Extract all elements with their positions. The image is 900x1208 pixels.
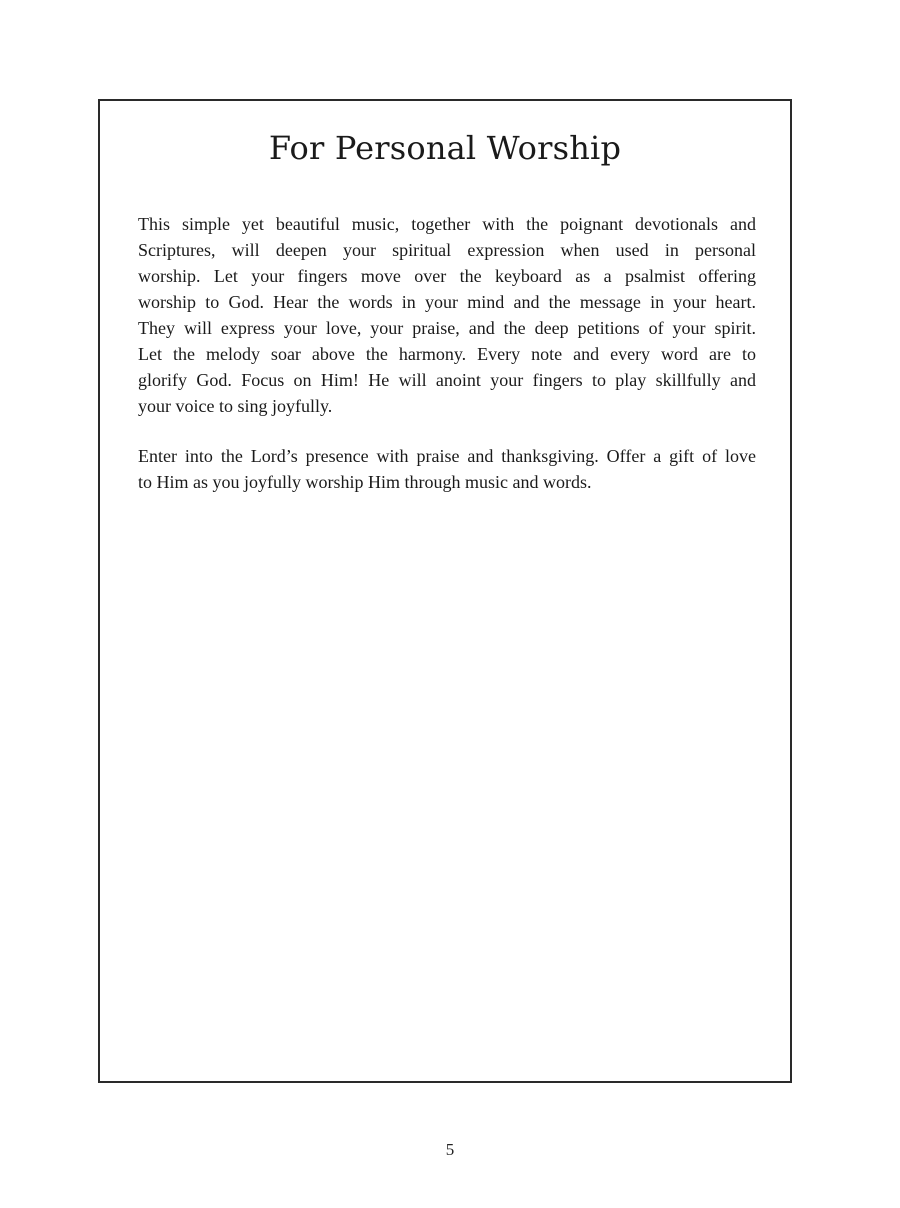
paragraph-closing bbox=[138, 443, 756, 495]
page-title: For Personal Worship bbox=[268, 129, 622, 167]
paragraph-line: to Him as you joyfully worship Him through music and words. bbox=[138, 472, 592, 492]
paragraph-line: They will express your love, your praise, and the deep petitions of your spirit. bbox=[138, 318, 756, 338]
paragraph-line: Enter into the Lord’s presence with praise and thanksgiving. Offer a gift of love bbox=[138, 446, 756, 466]
paragraph-line: Let the melody soar above the harmony. Every note and every word are to bbox=[138, 344, 756, 364]
paragraph-line: glorify God. Focus on Him! He will anoint your fingers to play skillfully and bbox=[138, 370, 756, 390]
paragraph-line: worship. Let your fingers move over the keyboard as a psalmist offering bbox=[138, 266, 756, 286]
page-number: 5 bbox=[445, 1140, 455, 1159]
paragraph-intro bbox=[138, 211, 756, 419]
paragraph-line: This simple yet beautiful music, together with the poignant devotionals and bbox=[138, 214, 756, 234]
page-border-frame bbox=[98, 99, 792, 1083]
paragraph-line: your voice to sing joyfully. bbox=[138, 396, 333, 416]
paragraph-line: worship to God. Hear the words in your mind and the message in your heart. bbox=[138, 292, 756, 312]
paragraph-line: Scriptures, will deepen your spiritual expression when used in personal bbox=[138, 240, 756, 260]
